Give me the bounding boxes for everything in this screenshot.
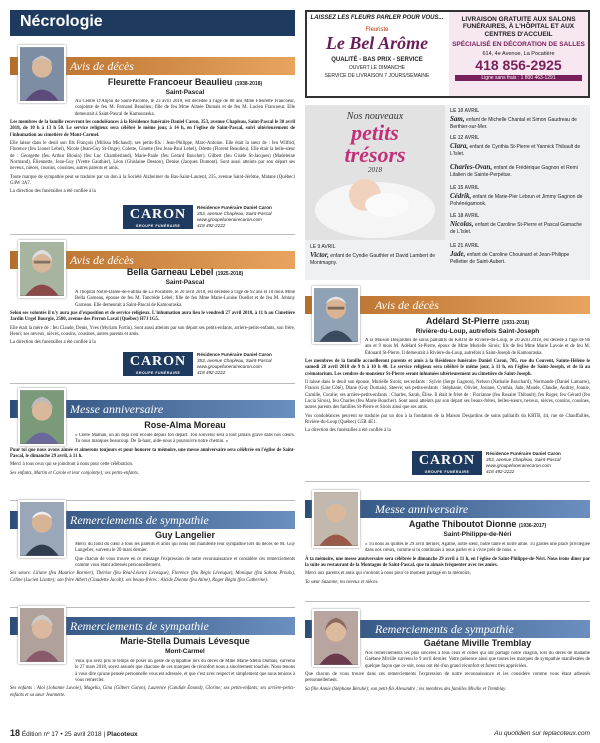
- births-title: Nos nouveaux petits trésors 2018: [344, 111, 406, 174]
- thanks-ribbon: Remerciements de sympathie: [10, 617, 295, 635]
- memorial-text: « Chère Maman, un an déjà s'est écoulé depuis ton départ. Ton souvenir sera à tout jamais gravé dans nos cœurs. Tu nous manques beaucoup. De là-haut, aide-nous à poursuivre notre chemin. » Pour toi que nous avons aimée et aimerons toujours et pour honorer ta mémoire, une messe anniversaire sera célébrée en l'église de Saint-Pascal, le dimanche 29 avril, à 11 h. Merci à tous ceux qui se joindront à nous pour cette célébration. Ses enfants, Martin et Carole et leur conjoint(e); ses petits-enfants.: [10, 433, 295, 476]
- ad-specialty: SPÉCIALISÉ EN DÉCORATION DE SALLES: [452, 41, 585, 49]
- page-footer: [10, 728, 590, 740]
- birth-item: LE 10 AVRIL Sam, enfant de Michelle Chantal et Simon Gaudreau de Berthier-sur-Mer.: [450, 108, 577, 130]
- ad-qps: QUALITÉ - BAS PRIX - SERVICE: [331, 57, 423, 63]
- divider: [305, 601, 590, 602]
- memorial-text: « Tu nous as quittés le 29 avril dernier, Agathe, notre sœur, notre tante et notre amie. Tu gardes une place privilégiée dans nos cœurs, comme si tu continuais à nous parler et à vivre près de nous. » À ta mémoire, une messe anniversaire sera célébrée le dimanche 29 avril à 11 h, en l'église de Saint-Philippe-de-Néri. Nous irons diner par la suite au restaurant de la Montagne de Saint-Pascal, que tu aimais fréquenter avec tes amies. Merci aux parents et amis qui s'uniront à nous pour ce moment partagé en ta mémoire, Ta sœur Suzanne, tes neveux et nièces.: [305, 542, 590, 585]
- ad-service: SERVICE DE LIVRAISON 7 JOURS/SEMAINE: [324, 73, 430, 79]
- thanks-text: Vous qui avez pris le temps de poser un geste de sympathie lors du décès de Mme Marie-Stella Dumais, survenu le 27 mars 2018, soyez assurés que chacune de ces marques de réconfort nous a sincèrement touchés. Nous tenons à vous dire qu'une pensée personnelle vous est adressée, et que c'est avec respect et simplement que nous tenions à vous remercier. Ses enfants : Aloï (Johanne Lavoie), Magella, Gina (Gilbert Garon), Laurence (Candide Émond), Glorine; ses petits-enfants; ses arrière-petits-enfants et sa sœur Jeannette.: [10, 659, 295, 698]
- obituary-text: À l'hôpital Notre-Dame-de-Fatima de La Pocatière, le 20 avril 2018, est décédée à l'âge de 92 ans et 10 mois Mme Bella Garneau, épouse de feu M. Tancrède Lebel; fille de feu Mme Marie-Louise Ouellet et de feu M. Johnny Garneau. Elle demeurait à Saint-Pascal de Kamouraska. Selon ses volontés il n'y aura pas d'exposition et de service religieux. L'inhumation aura lieu le vendredi 27 avril 2018, à 11 h au Cimetière Jardin Urgel Bourgie, 2500, avenue des Perron Laval (Québec) H7J 1G5. Elle était la mère de : feu Claude, Denis, Yves (Myriam Fortin). Sont aussi atteints par son départ ses petits-enfants, arrière-petits-enfants, son frère, Henri; ses neveux, nièces, cousins, cousines, autres parents et amis. La direction des funérailles a été confiée à la: [10, 290, 295, 346]
- website-tagline[interactable]: Au quotidien sur leplacoteux.com: [494, 730, 590, 737]
- caron-info: Résidence Funéraire Daniel Caron 353, avenue Chapleau, Saint-Pascal www.groupefunerairecaron.com 418 492-2222: [197, 352, 272, 375]
- ad-open: OUVERT LE DIMANCHE: [348, 65, 406, 71]
- birth-item: LE 12 AVRIL Clara, enfant de Cynthia St-Pierre et Yannick Thibault de L'Islet.: [450, 135, 581, 157]
- deceased-name: Bella Garneau Lebel (1925-2018): [126, 267, 244, 277]
- obituary-text: À la Maison Desjardins de soins palliatifs du KRTB de Rivière-du-Loup, le 20 avril 2018, est décédé à l'âge de 86 ans et 9 mois M. Adélard St-Pierre, époux de Mme Murielle Sirois; fils de feu Mme Marie Lavoie et de feu M. Édouard St-Pierre. Il demeurait à Rivière-du-Loup, autrefois à Saint-Joseph de Kamouraska. Les membres de la famille accueilleront parents et amis à la Résidence funéraire Daniel Caron, 705, rue du Couvent, Sainte-Hélène le samedi 28 avril 2018 de 9 h à 10 h 40. Le service religieux sera célébré le même jour, à 11 h, en l'église de Saint-Joseph, et de là au crématorium. Les cendres de monsieur St-Pierre seront inhumées ultérieurement au cimetière de Saint-Joseph. Il laisse dans le deuil son épouse, Murielle Sirois; ses enfants : Sylvie (Serge Gagnon), Nelson (Nathalie Bouchard), Normande (Daniel Lamarre), Francis (Lise Côté), Diane (Guy Dumais), Steeve; ses petits-enfants : Stéphanie, Olivier, Josiane, Cynthia, Jade, Maude, Claudie, Audrey, Joanie, Camille, Coralie; ses arrière-petits-enfants : Charles, Sarah, Élise. Il était le frère de : Florianne (feu Rosaire Thibault), feu Roger, feu Gérard (feu Lucia Sirois), feu Charles (feu Marie Boucher). Sont aussi atteints par son départ ses beaux-frères, belles-sœurs, neveux, nièces, cousins, cousines, autres parents des familles St-Pierre et Sirois ainsi que ses amis. Vos condoléances peuvent se traduire par un don à la fondation de la Maison Desjardins de soins palliatifs du KRTB, 44, rue de Chauffailles, Rivière-du-Loup (Québec) G5R 4E1. La direction des funérailles a été confiée à la: [305, 338, 590, 434]
- memorial-place: Saint-Philippe-de-Néri: [443, 531, 512, 538]
- birth-item: LE 18 AVRIL Nicolas, enfant de Caroline St-Pierre et Pascal Gamache de L'Islet.: [450, 213, 582, 235]
- ad-address: 614, 4e Avenue, La Pocatière: [482, 51, 555, 58]
- portrait-photo: [18, 45, 66, 103]
- deceased-place: Saint-Pascal: [165, 89, 205, 96]
- paper-name: Placoteux: [106, 731, 138, 738]
- thanks-text: Merci du fond du cœur à tous les parents et amis qui nous ont manifesté leur sympathie lors du décès de M. Guy Langelier, survenu le 20 mars dernier. Que chacun de vous trouve en ce message l'expression de notre reconnaissance et considère ces remerciements comme vous étant adressés personnellement. Ses sœurs: Liliane (feu Maurice Barnier), Thérèse (feu Réal-Léonce Lévesque), Florence (feu Régis Lévesque), Monique (feu Sabota Proulx), Céline (Lucien Lizotte); son frère Albert (Claudette Jacob); ses beaux-frères : Alcide Dionne (feu Aline), Roger Bégin (feu Catherine).: [10, 542, 295, 583]
- caron-logo: CARON GROUPE FUNÉRAIRE: [412, 451, 482, 475]
- thanks-ribbon: Remerciements de sympathie: [305, 620, 590, 638]
- birth-item: LE 15 AVRIL Cédrik, enfant de Marie-Pier Lebrun et Jimmy Gagnon de Pohénégamook.: [450, 185, 583, 207]
- ad-free-delivery: LIVRAISON GRATUITE AUX SALONS FUNÉRAIRES, À L'HÔPITAL ET AUX CENTRES D'ACCUEIL: [461, 16, 576, 38]
- caron-info: Résidence Funéraire Daniel Caron 353, avenue Chapleau, Saint-Pascal www.groupefunerairecaron.com 418 492-2222: [197, 205, 272, 228]
- divider: [305, 481, 590, 482]
- obituary-text: Au Centre D'Anjou de Saint-Pacôme, le 23 avril 2018, est décédée à l'âge de 80 ans Mme Fleurette Francoeur, conjointe de feu M. Fernand Beaulieu; fille de feu Mme Aimée Dumais et de feu M. Lucien Francoeur. Elle demeurait à Saint-Pascal de Kamouraska. Les membres de la famille recevront les condoléances à la Résidence funéraire Daniel Caron, 353, avenue Chapleau, Saint-Pascal le 30 avril 2018, de 10 h à 13 h 50. Le service religieux sera célébré le même jour, à 14 h, en l'église de Saint-Pascal, suivi ultérieurement de l'inhumation au cimetière de Mont-Carmel. Elle laisse dans le deuil son fils François (Milissa Michaud); ses petits-fils : Jean-Philippe, Marc-Antoine. Elle était la sœur de : feu Wilfrid, Florence (feu Lionel Lebel), Nicole (Jean-Guy St-Onge), Colette, Ginette (feu Jean-Paul Lebel), Odette (Florent Beaulieu). Elle était la belle-sœur de : Georgette (feu Arthur Blouin) (feu Luc Chamberland), Marie-Paule (feu Gérard Boucher). Gilbert (feu Gisèle St-Jacques) (Madeleine Normand), Éliennette, Jean-Guy (Yvette Gauthier), Léon (Ghislaine Desson), Denise (Jacques Dumont). Sont aussi atteints par son départ ses neveux, nièces, cousins, cousines, autres parents et amis. Toute marque de sympathie peut se traduire par un don à la Société Alzheimer du Bas-Saint-Laurent, 235, avenue Saint-Jérôme, Matane (Québec) G4W 3A7. La direction des funérailles a été confiée à la: [10, 99, 295, 195]
- florist-logo: Fleuriste Le Bel Arôme: [325, 27, 429, 53]
- thanks-name: Gaétane Miville Tremblay: [423, 638, 532, 648]
- memorial-name: Agathe Thiboutot Dionne (1936-2017): [408, 519, 547, 529]
- thanks-name: Marie-Stella Dumais Lévesque: [120, 636, 250, 646]
- page-number: 18: [10, 728, 21, 738]
- portrait-photo: [18, 606, 66, 664]
- obituary-ribbon: Avis de décès: [10, 57, 295, 75]
- caron-info: Résidence Funéraire Daniel Caron 353, avenue Chapleau, Saint-Pascal www.groupefunerairecaron.com 418 492-2222: [486, 451, 561, 474]
- ad-tagline: LAISSEZ LES FLEURS PARLER POUR VOUS...: [310, 15, 444, 21]
- deceased-name: Adélard St-Pierre (1931-2018): [425, 316, 530, 326]
- deceased-place: Rivière-du-Loup, autrefois Saint-Joseph: [415, 328, 540, 335]
- memorial-ribbon: Messe anniversaire: [10, 400, 295, 418]
- ad-phone[interactable]: 418 856-2925: [475, 57, 562, 74]
- florist-advertisement[interactable]: [305, 10, 590, 98]
- deceased-place: Saint-Pascal: [165, 279, 205, 286]
- deceased-name: Fleurette Francoeur Beaulieu (1938-2018): [107, 77, 263, 87]
- portrait-photo: [312, 490, 360, 548]
- memorial-ribbon: Messe anniversaire: [305, 500, 590, 518]
- caron-logo: CARON GROUPE FUNÉRAIRE: [123, 352, 193, 376]
- births-section: [305, 105, 590, 280]
- thanks-place: Mont-Carmel: [165, 648, 205, 655]
- obituary-ribbon: Avis de décès: [10, 251, 295, 269]
- section-title: Nécrologie: [10, 10, 295, 36]
- thanks-ribbon: Remerciements de sympathie: [10, 511, 295, 529]
- memorial-name: Rose-Alma Moreau: [144, 420, 226, 430]
- divider: [10, 383, 295, 384]
- ad-free-line: Ligne sans frais : 1 800 463-1291: [455, 75, 582, 81]
- portrait-photo: [312, 286, 360, 344]
- divider: [10, 234, 295, 235]
- thanks-name: Guy Langelier: [154, 530, 216, 540]
- birth-item: LE 21 AVRIL Jade, enfant de Caroline Chouinard et Jean-Philippe Pelletier de Saint-Aubert.: [450, 243, 570, 265]
- birth-item: Charles-Ovan, enfant de Frédérique Gagnon et Remi Litalien de Sainte-Perpétue.: [450, 163, 578, 179]
- obituary-ribbon: Avis de décès: [305, 296, 590, 314]
- edition-info: Édition nº 17 • 25 avril 2018 |: [21, 731, 106, 738]
- caron-logo: CARON GROUPE FUNÉRAIRE: [123, 205, 193, 229]
- birth-item: LE 9 AVRIL Victor, enfant de Cyndie Gauthier et David Lambert de Montmagny.: [310, 244, 436, 266]
- thanks-text: Nos remerciements les plus sincères à tous ceux et celles qui ont partagé notre chagrin, lors du décès de madame Gaétane Miville survenu le 9 avril dernier. Votre présence ainsi que toutes les marques de sympathie manifestées de quelque façon que ce soit, nous ont été d'un grand réconfort et furent très appréciées. Que chacun de vous trouve dans ces remerciements l'expression de notre reconnaissance et les considère comme vous étant adressés personnellement. Sa fille Annie (Stéphane Bérubé); son petit-fils Alexandre ; les membres des familles Miville et Tremblay.: [305, 651, 590, 692]
